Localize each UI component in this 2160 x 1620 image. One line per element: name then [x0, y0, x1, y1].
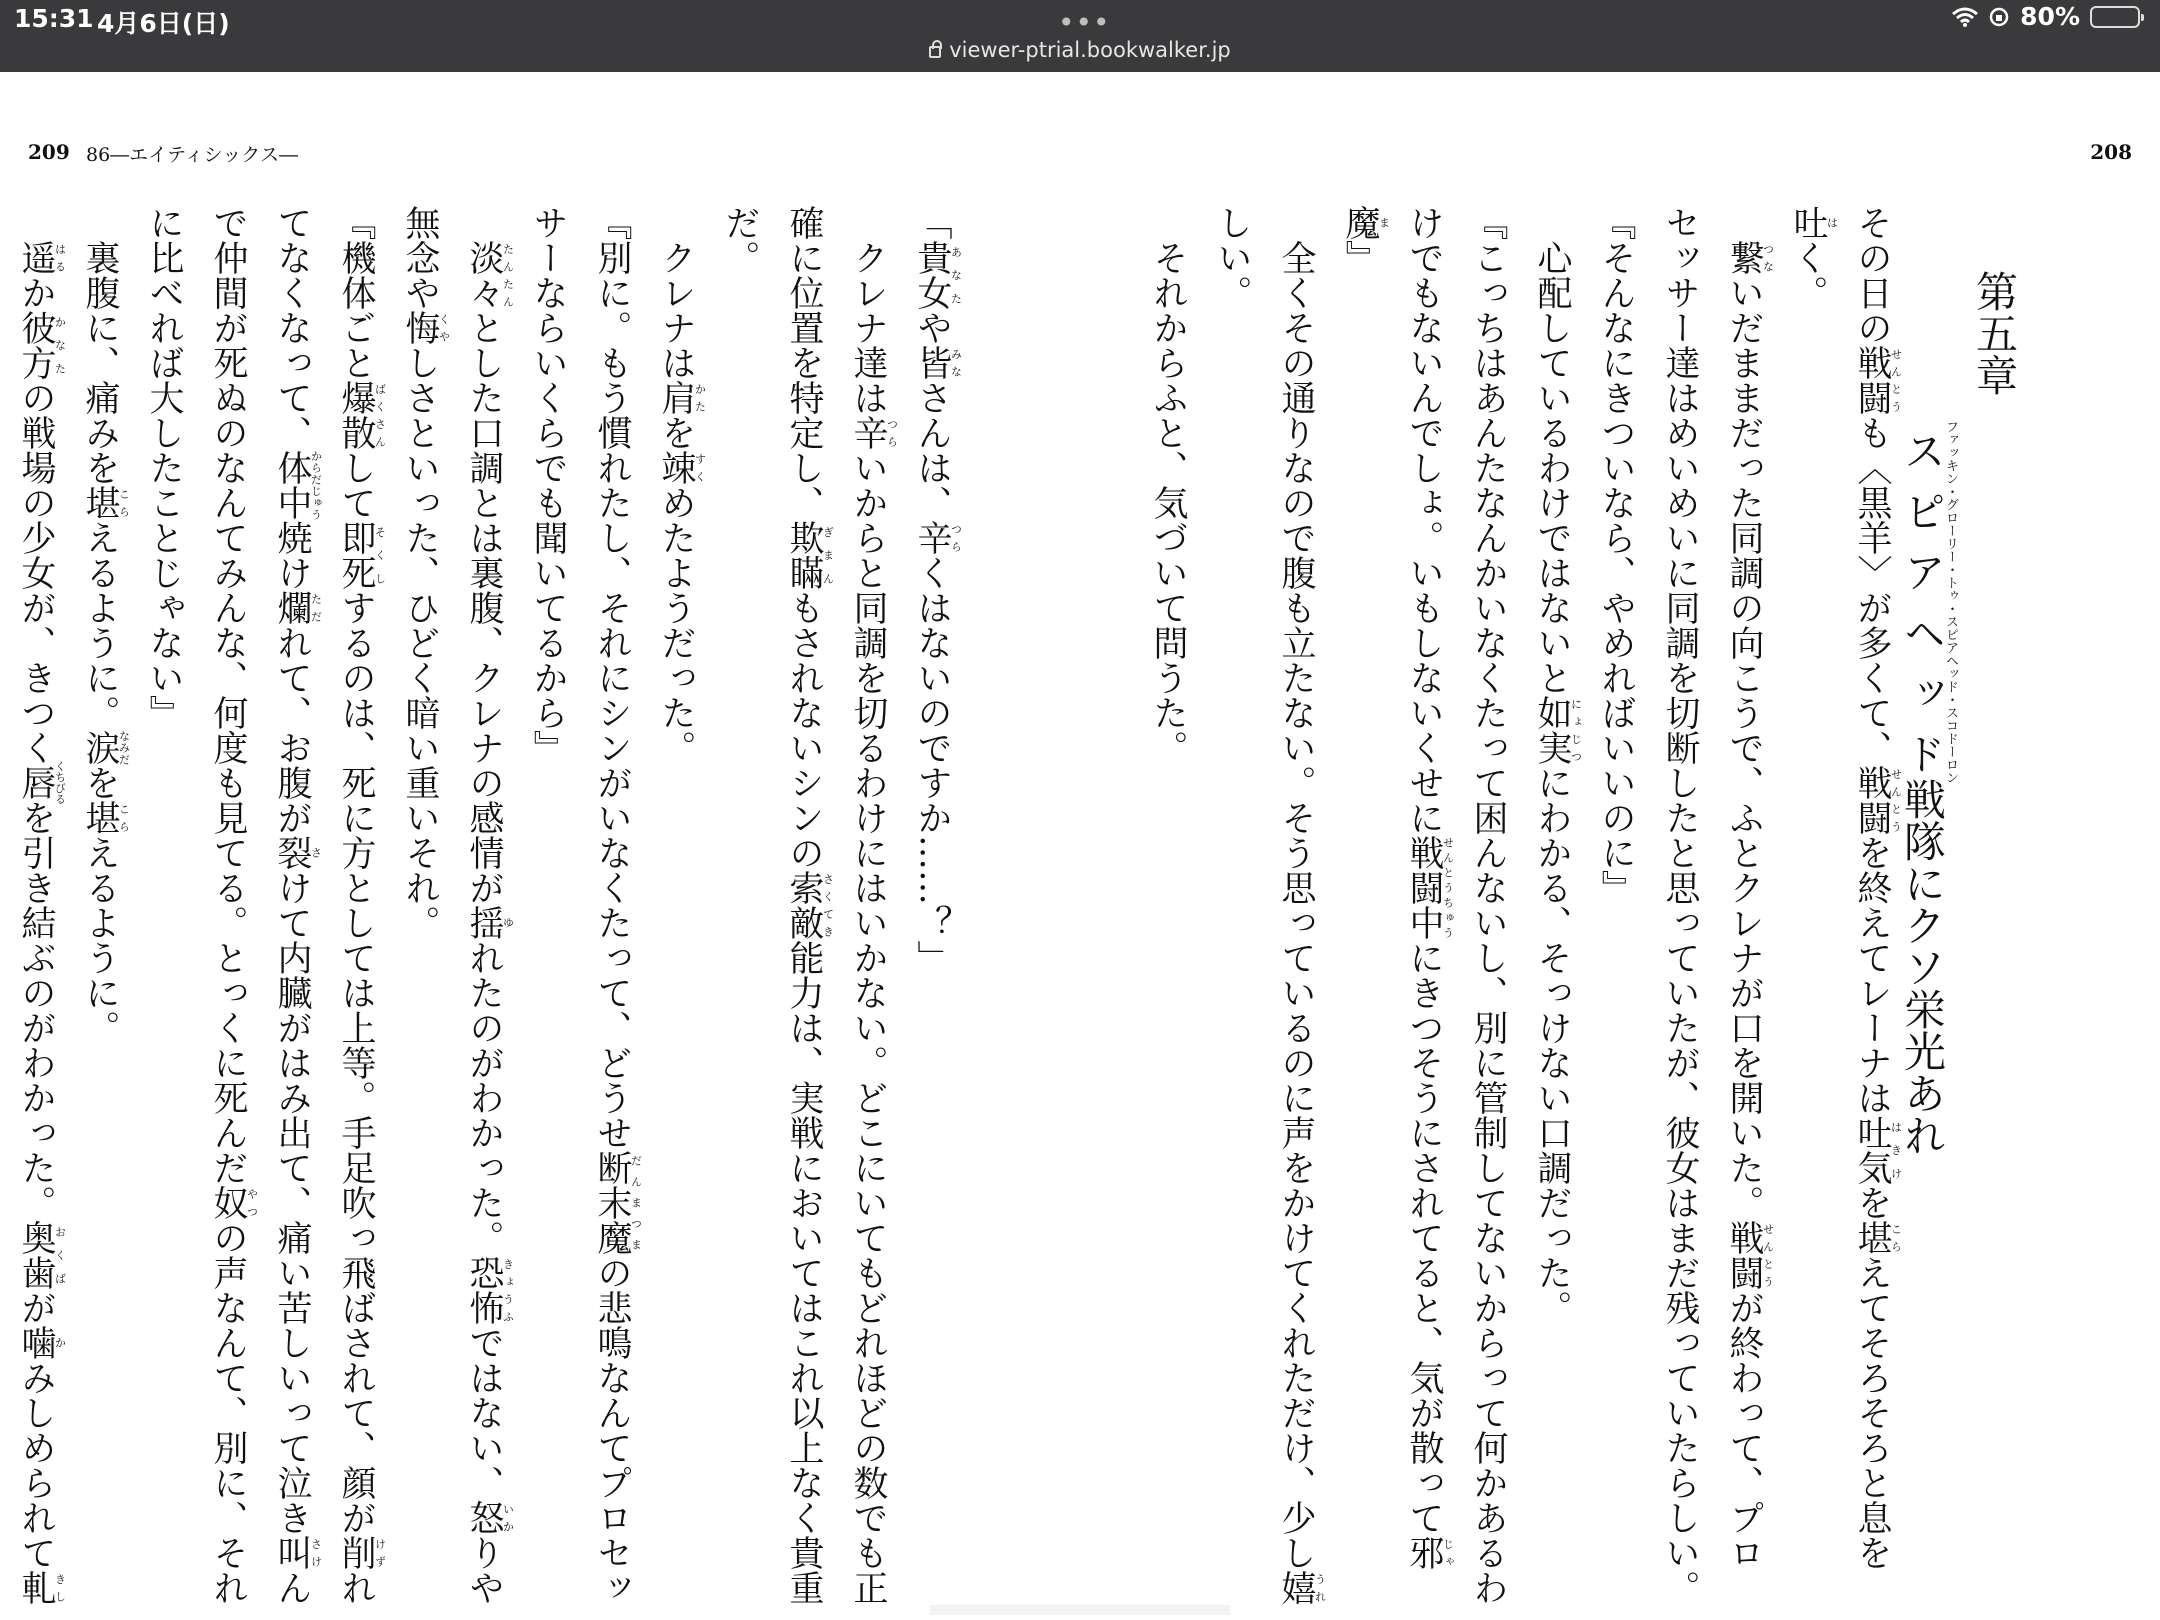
battery-percent: 80% [2020, 2, 2080, 31]
chapter-heading [1886, 270, 2030, 1156]
text-line: サーならいくらでも聞いてるから』 [528, 205, 568, 765]
url-text: viewer-ptrial.bookwalker.jp [949, 38, 1231, 62]
text-line: 「貴女あなたや皆みなさんは、辛つらくはないのですか……？」 [912, 205, 963, 975]
text-line: 繋つないだままだった同調の向こうで、ふとクレナが口を開いた。戦闘せんとうが終わって、プロ [1724, 240, 1775, 1570]
text-line: セッサー達はめいめいに同調を切断したと思っていたが、彼女はまだ残っていたらしい。 [1660, 205, 1700, 1605]
running-head: 86―エイティシックス― [86, 144, 299, 166]
status-time: 15:31 [14, 4, 94, 33]
text-line: 心配しているわけではないと如実にょじつにわかる、そっけない口調だった。 [1532, 205, 1583, 1325]
multitask-dots-icon[interactable]: ••• [1058, 6, 1111, 39]
page-scrubber[interactable] [930, 1605, 1230, 1615]
text-line: 吐はく。 [1788, 205, 1839, 310]
text-line: 『こっちはあんたなんかいなくたって困んないし、別に管制してないからって何かあるわ [1468, 205, 1508, 1605]
text-line: 裏腹に、痛みを堪こらえるように。涙なみだを堪こらえるように。 [80, 205, 131, 1045]
text-line: クレナは肩かたを竦すくめたようだった。 [656, 205, 707, 765]
text-line: クレナ達は辛つらいからと同調を切るわけにはいかない。どこにいてもどれほどの数でも正 [848, 205, 899, 1605]
text-line: 無念や悔くやしさといった、ひどく暗い重いそれ。 [400, 205, 451, 940]
battery-icon [2090, 6, 2140, 28]
left-page-number: 209 [28, 140, 70, 164]
text-line: しい。 [1212, 205, 1252, 310]
address-bar[interactable] [0, 38, 2160, 62]
text-line: 淡々たんたんとした口調とは裏腹、クレナの感情が揺ゆれたのがわかった。恐怖きょうふではない、怒いかりや [464, 240, 515, 1605]
text-line: 『そんなにきついなら、やめればいいのに』 [1596, 205, 1636, 905]
chapter-title: スピアヘッドファッキン・グローリー・トゥ・スピアヘッド・スコドーロン戦隊にクソ栄光あれ [1898, 420, 1958, 1156]
left-page-text [0, 205, 964, 1605]
status-icons [1952, 2, 2140, 31]
browser-chrome [0, 0, 2160, 72]
text-line: 魔ま』 [1340, 205, 1391, 275]
text-line: 『別に。もう慣れたし、それにシンがいなくたって、どうせ断末魔だんまつまの悲鳴なんてプロセッ [592, 205, 643, 1605]
text-line: 確に位置を特定し、欺瞞ぎまんもされないシンの索敵さくてき能力は、実戦においてはこれ以上なく貴重 [784, 205, 835, 1605]
text-line: その日の戦闘せんとうも〈黒羊〉が多くて、戦闘せんとうを終えてレーナは吐気はきけを堪こらえてそろそろと息を [1852, 205, 1903, 1570]
text-line: 遥はるか彼方かなたの戦場の少女が、きつく唇くちびるを引き結ぶのがわかった。奥歯おくばが噛かみしめられて軋きし [16, 240, 67, 1605]
status-date: 4月6日(日) [97, 9, 230, 38]
lock-icon [929, 46, 941, 58]
text-line: に比べれば大したことじゃない』 [144, 205, 184, 730]
text-line: だ。 [720, 205, 760, 275]
text-line: 『機体ごと爆散ばくさんして即死そくしするのは、死に方としては上等。手足吹っ飛ばされて、顔が削けずれ [336, 205, 387, 1605]
text-line: けでもないんでしょ。いもしないくせに戦闘中せんとうちゅうにきつそうにされてると、気が散って邪じゃ [1404, 205, 1455, 1570]
text-line: 全くその通りなので腹も立たない。そう思っているのに声をかけてくれただけ、少し嬉うれ [1276, 205, 1327, 1605]
right-page-number: 208 [2090, 140, 2132, 164]
text-line: てなくなって、体中からだじゅう焼け爛ただれて、お腹が裂さけて内臓がはみ出て、痛い苦しいって泣き叫さけん [272, 205, 323, 1605]
text-line: それからふと、気づいて問うた。 [1148, 205, 1188, 765]
orientation-lock-icon [1988, 6, 2010, 28]
chapter-number: 第五章 [1970, 270, 2019, 396]
wifi-icon [1952, 7, 1978, 27]
right-page-text [1136, 205, 1904, 1605]
text-line: で仲間が死ぬのなんてみんな、何度も見てる。とっくに死んだ奴やつの声なんて、別に、それ [208, 205, 259, 1605]
